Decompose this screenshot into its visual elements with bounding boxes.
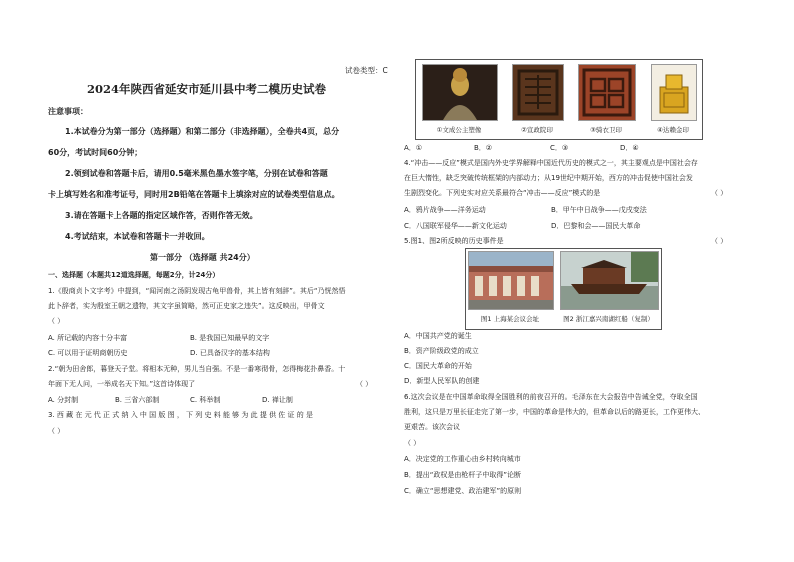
q3-option: B．② xyxy=(474,144,493,152)
figure-caption: 图2 浙江嘉兴南湖红船（复制） xyxy=(563,315,654,323)
image-caption: ②宣政院印 xyxy=(521,126,553,134)
q4-option: B．甲午中日战争——戊戌变法 xyxy=(551,206,647,214)
q4-paren: （ ） xyxy=(711,189,728,197)
q4-option: D．巴黎和会——国民大革命 xyxy=(551,222,641,230)
q5-option: A．中国共产党的诞生 xyxy=(404,332,472,340)
q3-text: 3. 西 藏 在 元 代 正 式 纳 入 中 国 版 图 ， 下 列 史 料 能 够 为 此 提 供 佐 证 的 是 xyxy=(48,411,313,419)
q2-text: 2.“朝为田舍郎，暮登天子堂。将相本无种，男儿当自强。不是一番寒彻骨，怎得梅花扑鼻香。十 xyxy=(48,365,346,373)
q1-option: D. 已具备汉字的基本结构 xyxy=(190,349,270,357)
part-title: 第一部分 （选择题 共24分） xyxy=(150,253,255,262)
q4-text: 4.“冲击——反应”模式是国内外史学界解释中国近代历史的模式之一，其主要观点是中国社会存 xyxy=(404,159,698,167)
image-caption: ①文成公主塑像 xyxy=(436,126,482,134)
q5-option: C．国民大革命的开始 xyxy=(404,362,472,370)
q1-text: 1.《殷商贞卜文字考》中提到，“闻河南之汤阴发现古龟甲兽骨，其上皆有刻辞”。其后“乃恍然悟 xyxy=(48,287,346,295)
figure-caption: 图1 上海某会议会址 xyxy=(480,315,540,323)
q2-option: A. 分封制 xyxy=(48,396,79,404)
q1-text: 此卜辞者，实为殷室王朝之遗物，其文字虽简略，然可正史家之违失”。这反映出，甲骨文 xyxy=(48,302,325,310)
q6-text: 6.这次会议是在中国革命取得全国胜利的前夜召开的。毛泽东在大会报告中告诫全党，夺取全国 xyxy=(404,393,698,401)
image-caption: ③骑衣卫印 xyxy=(590,126,622,134)
q4-option: A．鸦片战争——洋务运动 xyxy=(404,206,486,214)
q2-option: B. 三省六部制 xyxy=(115,396,160,404)
image-caption: ④达赖金印 xyxy=(657,126,689,134)
q4-text: 在巨大惰性，缺乏突破传统框架的内部动力；从19世纪中期开始，西方的冲击促使中国社会发 xyxy=(404,174,693,182)
seal-photo-icon xyxy=(578,64,636,121)
q6-text: 胜利，这只是万里长征走完了第一步，中国的革命是伟大的，但革命以后的路更长，工作更伟大、 xyxy=(404,408,705,416)
seal-photo-icon xyxy=(512,64,564,121)
q3-option: C．③ xyxy=(550,144,569,152)
q3-option: A．① xyxy=(404,144,423,152)
q1-option: A. 所记载的内容十分丰富 xyxy=(48,334,128,342)
q4-text: 生剧烈变化。下列史实对应关系最符合“冲击——反应”模式的是 xyxy=(404,189,601,197)
q5-text: 5.图1、图2所反映的历史事件是 xyxy=(404,237,504,245)
q2-option: D. 禅让制 xyxy=(262,396,293,404)
q2-paren: （ ） xyxy=(356,380,373,388)
q5-option: D．新型人民军队的创建 xyxy=(404,377,480,385)
q6-option: C．确立“思想建党、政治建军”的原则 xyxy=(404,487,522,495)
notice-line: 4.考试结束，本试卷和答题卡一并收回。 xyxy=(65,232,210,241)
q3-paren: （ ） xyxy=(48,427,65,435)
notice-line: 卡上填写姓名和准考证号，同时用2B铅笔在答题卡上填涂对应的试卷类型信息点。 xyxy=(48,190,340,199)
q1-option: C. 可以用于证明商朝历史 xyxy=(48,349,128,357)
building-photo-icon xyxy=(468,251,554,310)
page-title: 2024年陕西省延安市延川县中考二模历史试卷 xyxy=(87,82,327,96)
exam-type-label: 试卷类型：C xyxy=(345,66,388,75)
notice-header: 注意事项： xyxy=(48,107,88,116)
section-intro: 一、选择题（本题共12道选择题，每题2分，计24分） xyxy=(48,271,220,279)
boat-photo-icon xyxy=(560,251,659,310)
q2-option: C. 科举制 xyxy=(190,396,221,404)
notice-line: 2.领到试卷和答题卡后，请用0.5毫米黑色墨水签字笔，分别在试卷和答题 xyxy=(65,169,328,178)
notice-line: 1.本试卷分为第一部分（选择题）和第二部分（非选择题），全卷共4页，总分 xyxy=(65,127,340,136)
q4-option: C．八国联军侵华——新文化运动 xyxy=(404,222,507,230)
q5-option: B．资产阶级政党的成立 xyxy=(404,347,479,355)
q6-text: 更艰苦。该次会议 xyxy=(404,423,460,431)
notice-line: 3.请在答题卡上各题的指定区域作答，否则作答无效。 xyxy=(65,211,258,220)
q6-option: B．提出“政权是由枪杆子中取得”论断 xyxy=(404,471,522,479)
q2-text: 年面下无人问，一举成名天下知。”这首诗体现了 xyxy=(48,380,196,388)
golden-seal-photo-icon xyxy=(651,64,697,121)
q1-paren: （ ） xyxy=(48,317,65,325)
q1-option: B. 是我国已知最早的文字 xyxy=(190,334,270,342)
q3-option: D．④ xyxy=(620,144,639,152)
q6-paren: （ ） xyxy=(404,439,421,447)
q5-paren: （ ） xyxy=(711,237,728,245)
statue-photo-icon xyxy=(422,64,498,121)
q6-option: A．决定党的工作重心由乡村转向城市 xyxy=(404,455,521,463)
notice-line: 60分，考试时间60分钟； xyxy=(48,148,143,157)
